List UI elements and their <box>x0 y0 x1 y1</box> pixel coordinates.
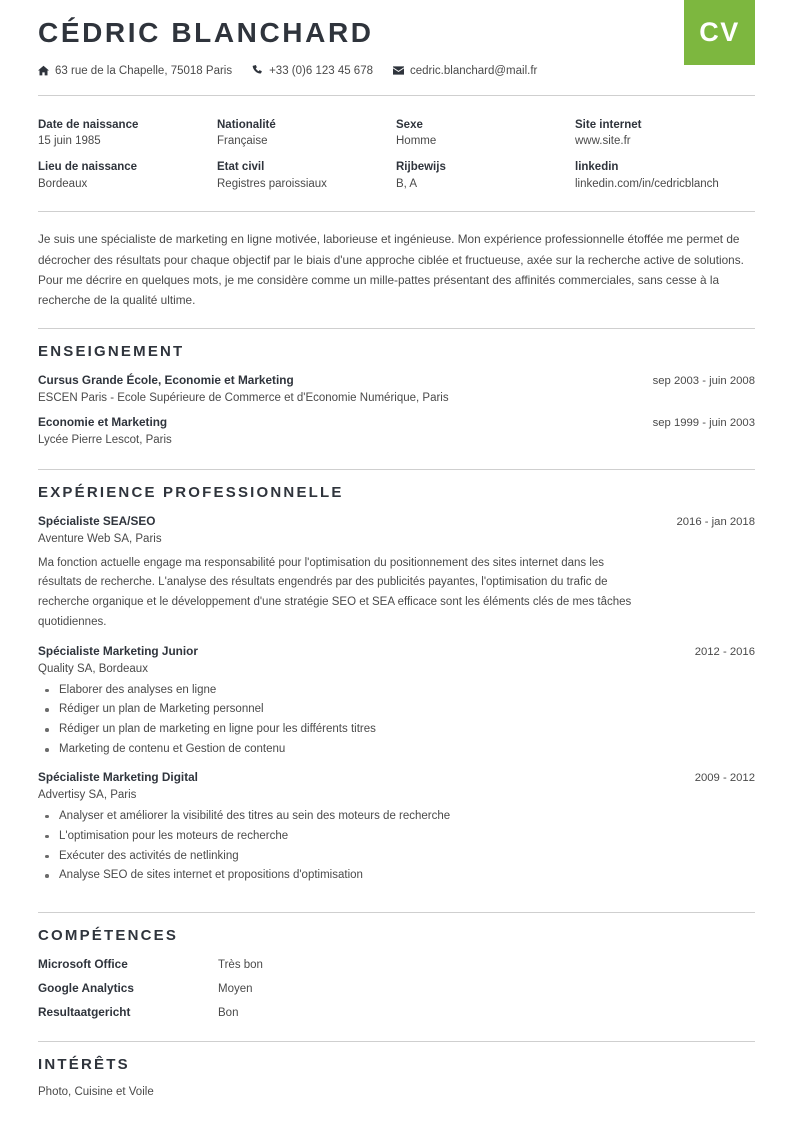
education-entry-title: Cursus Grande École, Economie et Marketing <box>38 372 294 387</box>
skill-name: Google Analytics <box>38 981 134 996</box>
experience-entry-head <box>38 644 755 658</box>
experience-entry-title: Spécialiste SEA/SEO <box>38 513 156 528</box>
detail-label: Etat civil <box>217 161 265 174</box>
experience-entry-description: Ma fonction actuelle engage ma responsabilité pour l'optimisation du positionnement des sites internet dans les résultats de recherche. L'analyse des résultats engendrés par des publicités payantes, l'optimisation du trafic de recherche organique et le développement d'une stratégie SEO et SEA efficace sont les éléments clés de mes tâches quotidiennes. <box>38 556 632 628</box>
list-item: Rédiger un plan de marketing en ligne pour les différents titres <box>38 721 755 739</box>
detail-value: www.site.fr <box>575 135 631 148</box>
detail-label: Rijbewijs <box>396 161 446 174</box>
page-title: CÉDRIC BLANCHARD <box>38 17 374 48</box>
skill-level: Moyen <box>218 983 253 996</box>
experience-entry-company: Quality SA, Bordeaux <box>38 662 148 675</box>
cv-header <box>38 0 755 77</box>
detail-etat-civil <box>217 159 396 192</box>
detail-value: B, A <box>396 177 418 190</box>
experience-entry-title: Spécialiste Marketing Junior <box>38 643 198 658</box>
detail-value: Registres paroissiaux <box>217 177 327 190</box>
section-title-experience: EXPÉRIENCE PROFESSIONNELLE <box>38 483 344 501</box>
divider-skills <box>38 1041 755 1042</box>
skill-row <box>38 1005 755 1019</box>
divider-education <box>38 469 755 470</box>
experience-entry-date: 2009 - 2012 <box>694 771 755 784</box>
list-item: Elaborer des analyses en ligne <box>38 682 755 700</box>
education-entry-school: Lycée Pierre Lescot, Paris <box>38 433 172 446</box>
experience-bullet-list <box>38 808 755 885</box>
list-item: Marketing de contenu et Gestion de contenu <box>38 741 755 759</box>
detail-label: Date de naissance <box>38 118 139 131</box>
education-entry-school: ESCEN Paris - Ecole Supérieure de Commerce et d'Economie Numérique, Paris <box>38 391 449 404</box>
contact-phone <box>252 65 373 77</box>
divider-details <box>38 211 755 212</box>
experience-entry-date: 2016 - jan 2018 <box>676 515 755 528</box>
experience-entry-head <box>38 514 755 528</box>
detail-value: linkedin.com/in/cedricblanch <box>575 177 719 190</box>
contact-address-text: 63 rue de la Chapelle, 75018 Paris <box>55 64 233 77</box>
spacer <box>38 896 755 912</box>
divider-header <box>38 95 755 96</box>
education-entry-title: Economie et Marketing <box>38 414 168 429</box>
list-item: Exécuter des activités de netlinking <box>38 848 755 866</box>
section-title-enseignement: ENSEIGNEMENT <box>38 342 185 360</box>
cv-badge <box>684 0 755 65</box>
skill-name: Microsoft Office <box>38 957 128 972</box>
education-entry <box>38 415 755 446</box>
list-item: Rédiger un plan de Marketing personnel <box>38 701 755 719</box>
education-entry <box>38 373 755 404</box>
list-item: Analyse SEO de sites internet et propositions d'optimisation <box>38 867 755 885</box>
skill-level: Très bon <box>218 959 263 972</box>
education-entry-head <box>38 415 755 429</box>
cv-badge-label: CV <box>699 17 740 47</box>
experience-entry <box>38 644 755 759</box>
skill-row <box>38 981 755 995</box>
divider-experience <box>38 912 755 913</box>
detail-nationalite <box>217 117 396 150</box>
section-experience <box>38 484 755 886</box>
education-entry-date: sep 2003 - juin 2008 <box>652 374 755 387</box>
home-icon <box>38 65 49 76</box>
spacer <box>38 1029 755 1041</box>
personal-details-grid <box>38 117 755 193</box>
detail-linkedin <box>575 159 755 192</box>
detail-label: Lieu de naissance <box>38 161 138 174</box>
experience-entry-title: Spécialiste Marketing Digital <box>38 769 198 784</box>
contact-email-text: cedric.blanchard@mail.fr <box>410 64 538 77</box>
detail-lieu-de-naissance <box>38 159 217 192</box>
contact-phone-text: +33 (0)6 123 45 678 <box>269 64 373 77</box>
section-title-competences: COMPÉTENCES <box>38 927 179 945</box>
interests-text: Photo, Cuisine et Voile <box>38 1086 154 1099</box>
detail-rijbewijs <box>396 159 575 192</box>
profile-summary: Je suis une spécialiste de marketing en ligne motivée, laborieuse et ingénieuse. Mon expérience professionnelle étoffée me permet de décrocher des résultats pour chaque objectif par le biais d'une approche ciblée et fructueuse, axée sur la recherche active de solutions. Pour me décrire en quelques mots, je me considère comme un mille-pattes présentant des affinités commerciales, sans cesse à la recherche de la qualité ultime. <box>38 232 744 308</box>
detail-label: Site internet <box>575 118 642 131</box>
detail-value: Homme <box>396 135 437 148</box>
skill-row <box>38 957 755 971</box>
detail-date-de-naissance <box>38 117 217 150</box>
detail-value: 15 juin 1985 <box>38 135 101 148</box>
experience-entry-date: 2012 - 2016 <box>694 645 755 658</box>
section-interets <box>38 1056 755 1098</box>
email-icon <box>393 65 404 76</box>
section-competences <box>38 927 755 1019</box>
divider-profile <box>38 328 755 329</box>
contact-email <box>393 65 537 77</box>
detail-label: Sexe <box>396 118 423 131</box>
experience-entry-head <box>38 770 755 784</box>
detail-value: Bordeaux <box>38 177 88 190</box>
experience-entry-company: Advertisy SA, Paris <box>38 788 137 801</box>
contact-row <box>38 65 755 77</box>
experience-entry <box>38 770 755 885</box>
spacer <box>38 457 755 469</box>
section-enseignement <box>38 343 755 446</box>
detail-label: linkedin <box>575 161 619 174</box>
detail-value: Française <box>217 135 268 148</box>
detail-site-internet <box>575 117 755 150</box>
list-item: Analyser et améliorer la visibilité des titres au sein des moteurs de recherche <box>38 808 755 826</box>
education-entry-date: sep 1999 - juin 2003 <box>652 416 755 429</box>
phone-icon <box>252 65 263 76</box>
detail-label: Nationalité <box>217 118 276 131</box>
experience-entry-company: Aventure Web SA, Paris <box>38 532 162 545</box>
skill-name: Resultaatgericht <box>38 1005 131 1020</box>
education-entry-head <box>38 373 755 387</box>
skill-level: Bon <box>218 1007 239 1020</box>
experience-entry <box>38 514 755 633</box>
section-title-interets: INTÉRÊTS <box>38 1056 130 1074</box>
experience-bullet-list <box>38 682 755 759</box>
contact-address <box>38 65 232 77</box>
list-item: L'optimisation pour les moteurs de recherche <box>38 828 755 846</box>
detail-sexe <box>396 117 575 150</box>
